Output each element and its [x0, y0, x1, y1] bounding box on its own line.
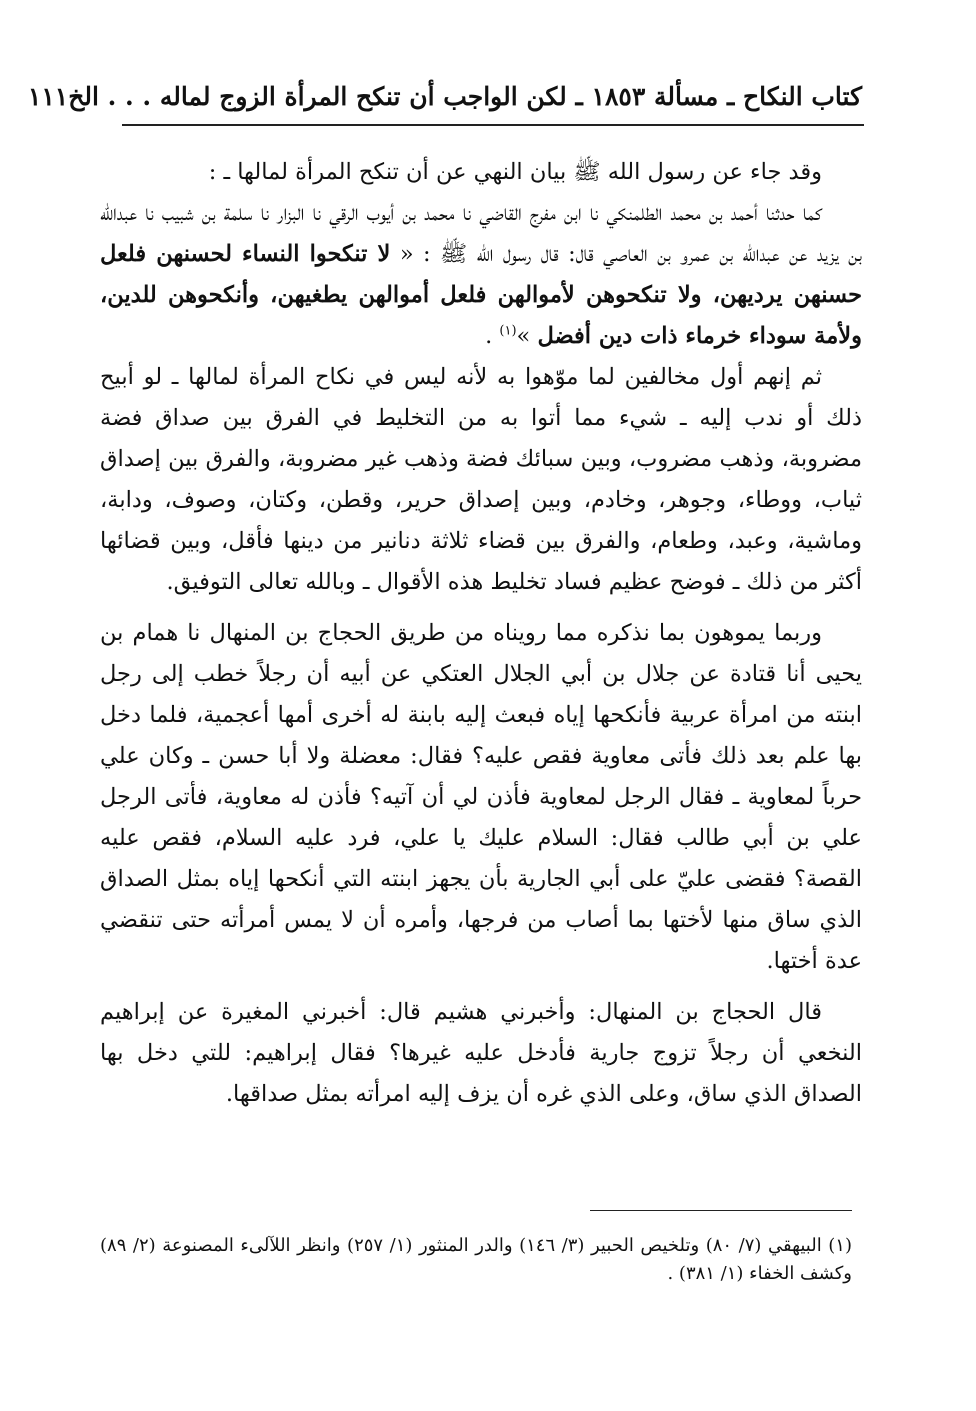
running-header — [27, 72, 862, 120]
footnote-1: (١) البيهقي (٧/ ٨٠) وتلخيص الحبير (٣/ ١٤٦) والدر المنثور (١/ ٢٥٧) وانظر اللآلىء المصنوعة (٢/ ٨٩) وكشف الخفاء (١/ ٣٨١) . — [100, 1235, 852, 1284]
paragraph-hadith — [100, 193, 862, 357]
chapter-title: كتاب النكاح ـ مسألة ١٨٥٣ ـ لكن الواجب أن تنكح المرأة الزوج لماله . . . الخ — [68, 81, 862, 111]
footnotes — [100, 1232, 852, 1288]
header-divider — [122, 124, 864, 126]
main-text — [100, 152, 862, 1115]
footnote-reference: (١) — [499, 323, 517, 339]
hadith-quote-close: » — [516, 323, 538, 349]
hadith-quote: لا تنكحوا النساء لحسنهن فلعل حسنهن يرديهن، ولا تنكحوهن لأموالهن فلعل أموالهن يطغيهن، وأنكحوهن للدين، ولأمة سوداء خرماء ذات دين أفضل — [100, 241, 862, 349]
paragraph-argument: ثم إنهم أول مخالفين لما موّهوا به لأنه ليس في نكاح المرأة لمالها ـ لو أبيح ذلك أو ندب إليه ـ شيء مما أتوا به من التخليط في الفرق بين صداق فضة مضروبة، وذهب مضروب، وبين سبائك فضة وذهب غير مضروبة، والفرق بين إصداق ثياب، ووطاء، وجوهر، وخادم، وبين إصداق حرير، وقطن، وكتان، وصوف، ودابة، وماشية، وعبد، وطعام، والفرق بين قضاء ثلاثة دنانير من دينها فأقل، وبين قضائها أكثر من ذلك ـ فوضح عظيم فساد تخليط هذه الأقوال ـ وبالله تعالى التوفيق. — [100, 364, 862, 595]
hadith-end: . — [485, 323, 500, 349]
paragraph-narration-1: وربما يموهون بما نذكره مما رويناه من طريق الحجاج بن المنهال نا همام بن يحيى أنا قتادة عن جلال بن أبي الجلال العتكي عن أبيه أن رجلاً خطب إلى رجل ابنته من امرأة عربية فأنكحها إياه فبعث إليه بابنة له أخرى أمها أعجمية، فلما دخل بها علم بعد ذلك فأتى معاوية فقص عليه؟ فقال: معضلة ولا أبا حسن ـ وكان علي حرباً لمعاوية ـ فقال الرجل لمعاوية فأذن لي أن آتيه؟ فأذن له معاوية، فأتى الرجل علي بن أبي طالب فقال: السلام عليك يا علي، فرد عليه السلام، فقص عليه القصة؟ فقضى عليّ على أبي الجارية بأن يجهز ابنته التي أنكحها إياه بمثل الصداق الذي ساق منها لأختها بما أصاب من فرجها، وأمره أن لا يمس أمرأته حتى تنقضي عدة أختها. — [100, 620, 862, 974]
paragraph-intro: وقد جاء عن رسول الله ﷺ بيان النهي عن أن تنكح المرأة لمالها ـ : — [208, 159, 822, 185]
paragraph-narration-2: قال الحجاج بن المنهال: وأخبرني هشيم قال: أخبرني المغيرة عن إبراهيم النخعي أن رجلاً تزوج جارية فأدخل عليه غيرها؟ فقال إبراهيم: للتي دخل بها الصداق الذي ساق، وعلى الذي غره أن يزف إليه امرأته بمثل صداقها. — [100, 999, 862, 1107]
footnote-divider — [590, 1210, 852, 1211]
page-number: ١١١ — [27, 81, 69, 111]
hadith-chain: كما حدثنا أحمد بن محمد الطلمنكي نا ابن مفرج القاضي نا محمد بن أيوب الرقي نا البزار نا سلمة بن شبيب نا عبدالله بن يزيد عن عبدالله بن عمرو بن العاصي قال: قال رسول الله ﷺ : « — [100, 200, 862, 267]
